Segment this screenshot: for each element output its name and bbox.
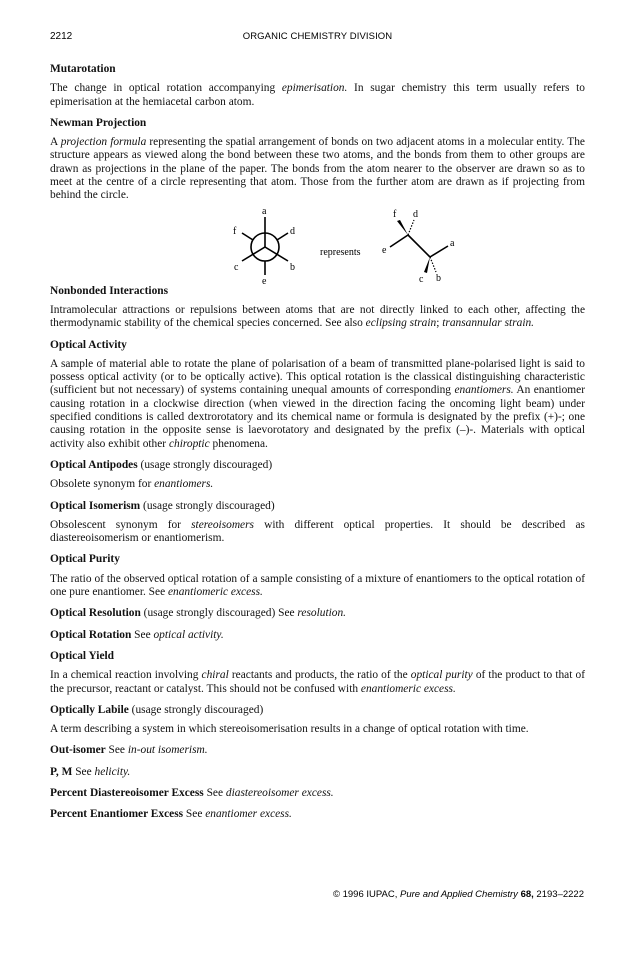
entry-optical-rotation	[50, 629, 585, 642]
usage-note: (usage strongly discouraged) See	[140, 607, 298, 620]
term-heading: Mutarotation	[50, 63, 116, 75]
term-definition: Intramolecular attractions or repulsions between atoms that are not directly linked to each other, affecting the thermodynamic stability of the chemical species concerned. See also eclipsing strain; transannular strain.	[50, 303, 585, 330]
entry-nonbonded-interactions	[50, 285, 585, 331]
bond-e	[390, 235, 408, 247]
usage-note: (usage strongly discouraged)	[128, 703, 264, 716]
see-note: See	[131, 628, 154, 641]
bond-a	[430, 246, 448, 257]
cross-reference: optical purity	[410, 669, 473, 682]
label-e: e	[382, 244, 387, 256]
wedge-bond-c	[424, 257, 430, 273]
hash-bond-b	[430, 257, 436, 272]
see-note: See	[105, 744, 128, 757]
label-a: a	[450, 237, 455, 249]
term-heading: Optical Activity	[50, 338, 127, 351]
cross-reference: resolution.	[297, 607, 347, 620]
label-a: a	[262, 205, 267, 217]
page-footer	[333, 889, 584, 900]
entry-optical-purity	[50, 553, 585, 599]
cross-reference: enantiomers.	[154, 478, 214, 491]
label-b: b	[290, 261, 295, 273]
term-heading: Percent Enantiomer Excess See enantiomer excess.	[50, 808, 292, 821]
term-definition: In a chemical reaction involving chiral reactants and products, the ratio of the optical purity of the product to that of the precursor, reactant or catalyst. This should not be confused with enantiomeric excess.	[50, 669, 585, 695]
term-heading: Nonbonded Interactions	[50, 284, 169, 297]
cross-reference: epimerisation.	[281, 82, 348, 95]
term-heading: Percent Diastereoisomer Excess See diastereoisomer excess.	[50, 786, 334, 799]
cross-reference: projection formula	[60, 136, 147, 149]
entry-percent-enantiomer-excess	[50, 808, 585, 821]
running-title: ORGANIC CHEMISTRY DIVISION	[242, 31, 393, 42]
cross-reference: diastereoisomer excess.	[225, 786, 334, 799]
term-definition: Obsolete synonym for enantiomers.	[50, 478, 214, 491]
label-f: f	[393, 208, 397, 220]
label-b: b	[436, 272, 441, 284]
newman-projection-left	[233, 206, 295, 285]
entry-optical-isomerism	[50, 500, 585, 546]
page-header	[50, 31, 585, 45]
cross-reference: transannular strain.	[442, 317, 535, 330]
newman-projection-figure	[50, 203, 585, 285]
usage-note: (usage strongly discouraged)	[140, 499, 275, 512]
label-d: d	[413, 208, 418, 220]
term-heading: Optical Purity	[50, 553, 120, 566]
term-heading: Optical Isomerism (usage strongly discouraged)	[50, 499, 275, 512]
label-f: f	[233, 225, 237, 237]
sawhorse-right	[382, 209, 455, 285]
cross-reference: in-out isomerism.	[127, 744, 208, 757]
journal-name: Pure and Applied Chemistry	[400, 889, 518, 900]
term-definition: Obsolescent synonym for stereoisomers with different optical properties. It should be described as diastereoisomerism or enantiomerism.	[50, 518, 585, 545]
entry-optically-labile	[50, 704, 585, 737]
cc-bond	[408, 235, 430, 257]
cross-reference: enantiomeric excess.	[360, 682, 456, 695]
journal-pages: 2193–2222	[533, 889, 584, 900]
term-heading: Optical Yield	[50, 649, 115, 662]
cross-reference: chiral	[201, 669, 229, 682]
cross-reference: eclipsing strain	[365, 317, 437, 330]
entry-optical-antipodes	[50, 459, 585, 492]
entry-percent-diastereoisomer-excess	[50, 787, 585, 800]
term-definition: A projection formula representing the spatial arrangement of bonds on two adjacent atoms in a molecular entity. The structure appears as viewed along the bond between these two atoms, and the bonds from them to other groups are drawn as projections in the plane of the paper. The bonds from the atom nearer to the observer are drawn so as to meet at the centre of a circle representing that atom. Those from the further atom are drawn as if projecting from behind the circle.	[50, 136, 585, 202]
entry-newman-projection	[50, 117, 585, 285]
cross-reference: helicity.	[94, 765, 131, 778]
entry-out-isomer	[50, 744, 585, 757]
front-bond-b	[265, 247, 288, 261]
entry-p-m	[50, 766, 585, 779]
term-heading: Optical Resolution (usage strongly discouraged) See resolution.	[50, 607, 347, 620]
entry-optical-activity	[50, 339, 585, 451]
label-d: d	[290, 225, 295, 237]
cross-reference: optical activity.	[153, 628, 224, 641]
entry-mutarotation	[50, 63, 585, 109]
rear-bond-f	[242, 233, 253, 240]
front-bond-c	[242, 247, 265, 261]
term-definition: A term describing a system in which stereoisomerisation results in a change of optical rotation with time.	[50, 723, 529, 736]
entry-optical-resolution	[50, 607, 585, 620]
label-e: e	[262, 275, 267, 285]
see-note: See	[203, 786, 226, 799]
usage-note: (usage strongly discouraged)	[137, 458, 273, 471]
glossary-body	[50, 58, 585, 828]
see-note: See	[183, 808, 206, 821]
rear-bond-d	[277, 233, 288, 240]
represents-label: represents	[320, 246, 361, 258]
cross-reference: enantiomeric excess.	[167, 586, 263, 599]
label-c: c	[419, 273, 424, 285]
term-heading: Newman Projection	[50, 116, 147, 129]
term-definition: The ratio of the observed optical rotation of a sample consisting of a mixture of enantiomers to the optical rotation of one pure enantiomer. See enantiomeric excess.	[50, 572, 585, 599]
term-definition: A sample of material able to rotate the plane of polarisation of a beam of transmitted plane-polarised light is said to possess optical activity (or to be optically active). This optical rotation is the classical distinguishing characteristic (sufficient but not necessary) of systems containing unequal amounts of corresponding enantiomers. An enantiomer causing rotation in a clockwise direction (when viewed in the direction facing the oncoming light beam) under specified conditions is called dextrorotatory and its chemical name or formula is designated by the prefix (+)-; one causing rotation in the opposite sense is laevorotatory and designated by the prefix (–)-. Materials with optical activity also exhibit other chiroptic phenomena.	[50, 357, 585, 450]
term-heading: Out-isomer See in-out isomerism.	[50, 744, 208, 757]
cross-reference: chiroptic	[168, 437, 210, 450]
copyright-text: © 1996 IUPAC,	[332, 889, 400, 900]
cross-reference: stereoisomers	[191, 518, 254, 531]
wedge-bond-f	[397, 220, 408, 235]
journal-volume: 68,	[517, 889, 534, 900]
term-heading: P, M See helicity.	[50, 765, 131, 778]
see-note: See	[72, 765, 95, 778]
cross-reference: enantiomers.	[454, 384, 514, 397]
term-heading: Optical Antipodes (usage strongly discouraged)	[50, 458, 273, 471]
term-heading: Optical Rotation See optical activity.	[50, 628, 224, 641]
entry-optical-yield	[50, 650, 585, 696]
cross-reference: enantiomer excess.	[205, 808, 292, 821]
page-number: 2212	[50, 31, 73, 42]
newman-diagram	[50, 203, 585, 285]
term-definition: The change in optical rotation accompanying epimerisation. In sugar chemistry this term usually refers to epimerisation at the hemiacetal carbon atom.	[50, 82, 585, 108]
label-c: c	[234, 261, 239, 273]
hash-bond-d	[408, 220, 414, 235]
term-heading: Optically Labile (usage strongly discouraged)	[50, 703, 264, 716]
